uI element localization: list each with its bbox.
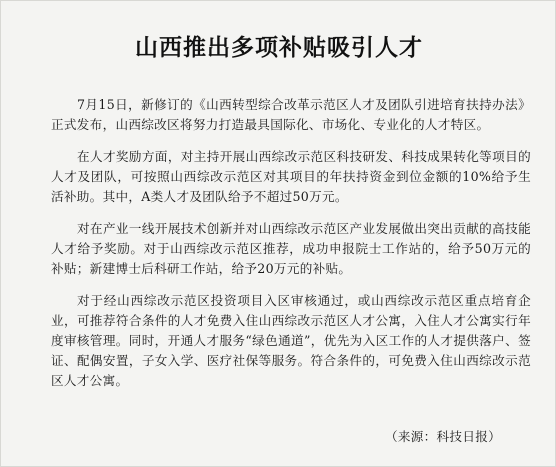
paragraph-4: 对于经山西综改示范区投资项目入区审核通过，或山西综改示范区重点培育企业，可推荐符合条件的人才免费入住山西综改示范区人才公寓，入住人才公寓实行年度审核管理。同时，开通人才服务“绿色通道”，优先为入区工作的人才提供落户、签证、配偶安置，子女入学、医疗社保等服务。符合条件的，可免费入住山西综改示范区人才公寓。 xyxy=(51,293,531,388)
article-source: （来源：科技日报） xyxy=(384,429,501,444)
article-title: 山西推出多项补贴吸引人才 xyxy=(135,35,423,61)
paragraph-2: 在人才奖励方面，对主持开展山西综改示范区科技研发、科技成果转化等项目的人才及团队，可按照山西综改示范区对其项目的年扶持资金到位金额的10%给予生活补助。其中，A类人才及团队给予不超过50万元。 xyxy=(51,149,531,204)
article-body xyxy=(51,95,531,399)
paragraph-1: 7月15日，新修订的《山西转型综合改革示范区人才及团队引进培育扶持办法》正式发布，山西综改区将努力打造最具国际化、市场化、专业化的人才特区。 xyxy=(51,97,531,132)
paragraph-3: 对在产业一线开展技术创新并对山西综改示范区产业发展做出突出贡献的高技能人才给予奖励。对于山西综改示范区推荐，成功申报院士工作站的，给予50万元的补贴；新建博士后科研工作站，给予20万元的补贴。 xyxy=(51,221,531,276)
